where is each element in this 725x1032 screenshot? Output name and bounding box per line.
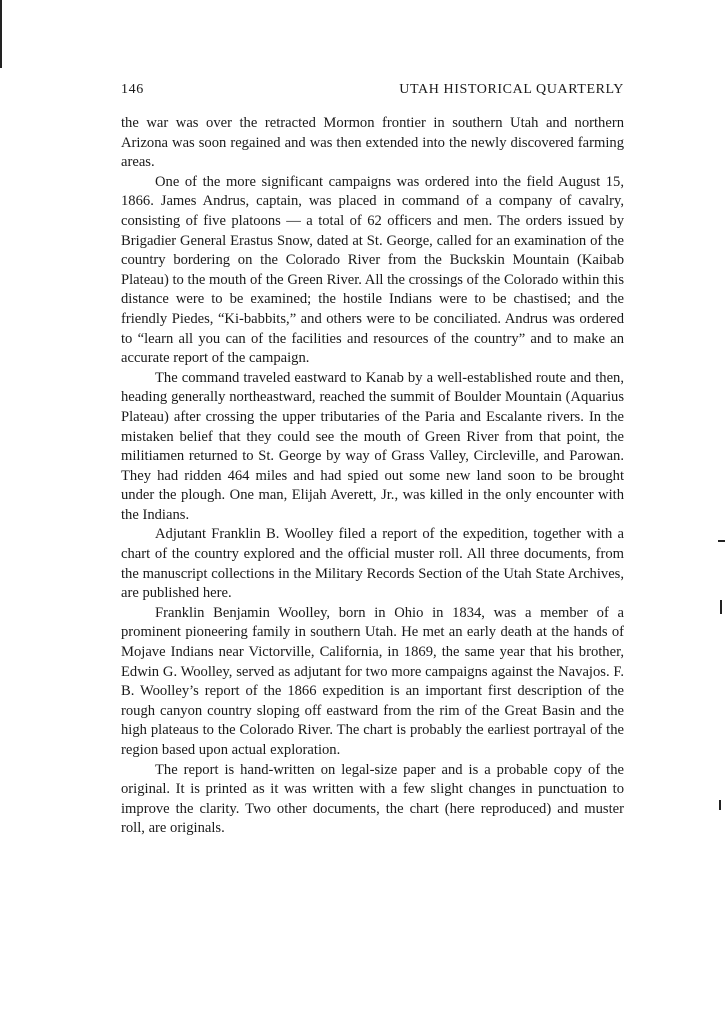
article-body — [121, 114, 624, 839]
paragraph: The command traveled eastward to Kanab by a well-established route and then, heading generally northeastward, reached the summit of Boulder Mountain (Aquarius Plateau) after crossing the upper tributaries of the Paria and Escalante rivers. In the mistaken belief that they could see the mouth of Green River from that point, the militiamen returned to St. George by way of Grass Valley, Circleville, and Parowan. They had ridden 464 miles and had spied out some new land soon to be brought under the plough. One man, Elijah Averett, Jr., was killed in the only encounter with the Indians. — [121, 369, 624, 523]
scan-edge-mark — [718, 540, 725, 542]
paragraph: One of the more significant campaigns was ordered into the field August 15, 1866. James Andrus, captain, was placed in command of a company of cavalry, consisting of five platoons — a total of 62 officers and men. The orders issued by Brigadier General Erastus Snow, dated at St. George, called for an examination of the country bordering on the Colorado River from the Buckskin Mountain (Kaibab Plateau) to the mouth of the Green River. All the crossings of the Colorado within this distance were to be examined; the hostile Indians were to be chastised; and the friendly Piedes, “Ki-babbits,” and others were to be conciliated. Andrus was ordered to “learn all you can of the facilities and resources of the country” and to make an accurate report of the campaign. — [121, 173, 624, 367]
paragraph: the war was over the retracted Mormon frontier in southern Utah and northern Arizona was soon regained and was then extended into the newly discovered farming areas. — [121, 115, 624, 171]
scan-edge-mark — [0, 0, 2, 68]
paragraph: Adjutant Franklin B. Woolley filed a report of the expedition, together with a chart of the country explored and the official muster roll. All three documents, from the manuscript collections in the Military Records Section of the Utah State Archives, are published here. — [121, 526, 624, 602]
paragraph: The report is hand-written on legal-size paper and is a probable copy of the original. It is printed as it was written with a few slight changes in punctuation to improve the clarity. Two other documents, the chart (here reproduced) and muster roll, are originals. — [121, 761, 624, 837]
paragraph: Franklin Benjamin Woolley, born in Ohio in 1834, was a member of a prominent pioneering family in southern Utah. He met an early death at the hands of Mojave Indians near Victorville, California, in 1869, the same year that his brother, Edwin G. Woolley, served as adjutant for two more campaigns against the Navajos. F. B. Woolley’s report of the 1866 expedition is an important first description of the rough canyon country sloping off eastward from the rim of the Great Basin and the high plateaus to the Colorado River. The chart is probably the earliest portrayal of the region based upon actual exploration. — [121, 604, 624, 758]
page-number: 146 — [121, 82, 144, 97]
scan-edge-mark — [720, 600, 722, 614]
journal-title: UTAH HISTORICAL QUARTERLY — [399, 82, 624, 97]
running-head — [121, 82, 624, 102]
scan-edge-mark — [719, 800, 721, 810]
